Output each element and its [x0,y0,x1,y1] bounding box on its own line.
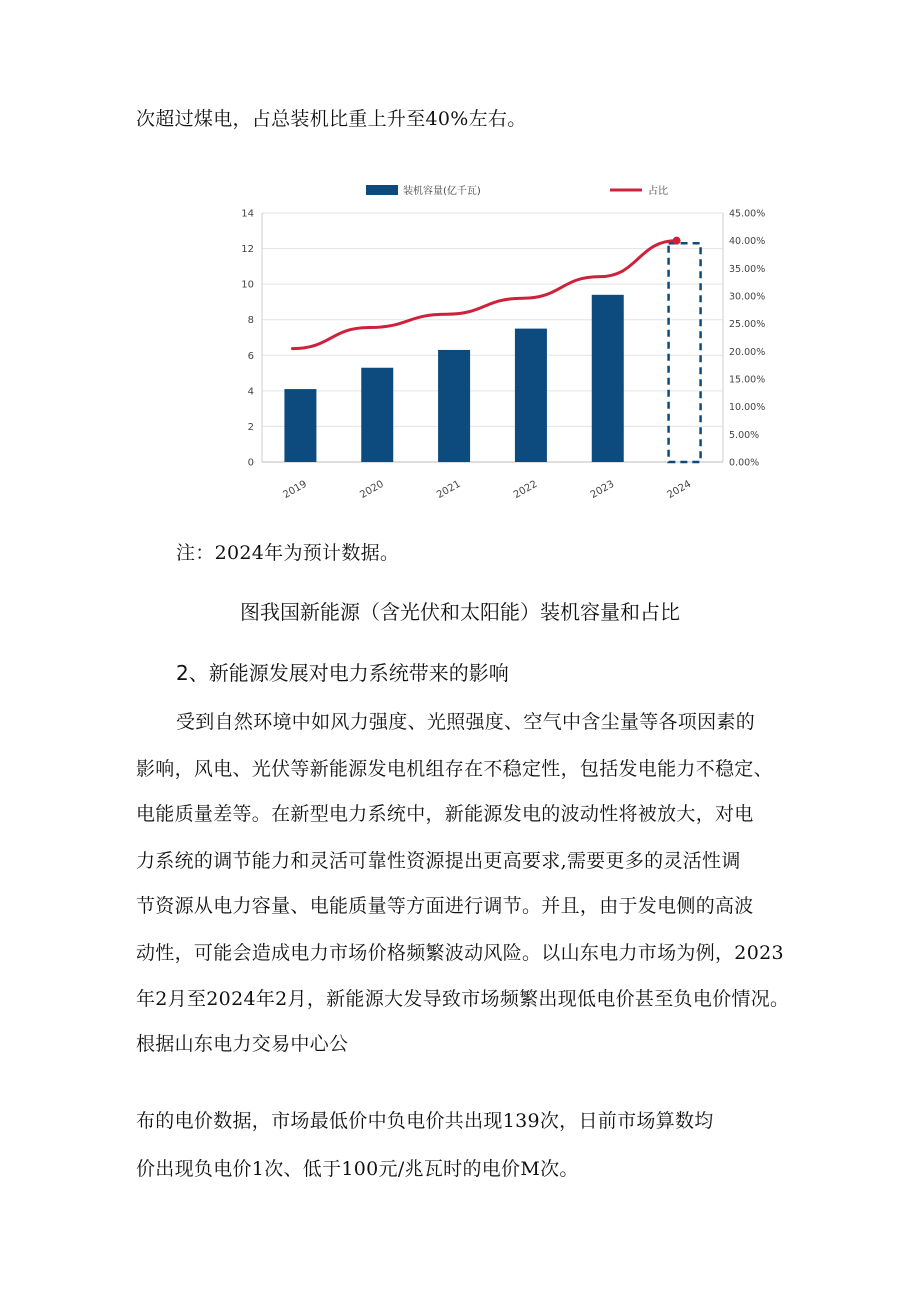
x-tick-label: 2019 [281,478,309,501]
capacity-share-chart [228,180,798,510]
y-right-tick-label: 40.00% [729,236,766,248]
figure-caption: 图我国新能源（含光伏和太阳能）装机容量和占比 [240,600,680,624]
y-right-tick-label: 0.00% [729,457,760,469]
bar [515,329,547,462]
paragraph-line: 布的电价数据，市场最低价中负电价共出现139次，日前市场算数均 [136,1110,714,1132]
x-tick-label: 2020 [358,478,386,501]
figure-note: 注：2024年为预计数据。 [176,542,400,564]
section-heading: 2、新能源发展对电力系统带来的影响 [176,661,509,685]
chart-legend [366,184,668,197]
intro-line: 次超过煤电，占总装机比重上升至40%左右。 [136,108,527,130]
y-left-tick-label: 0 [247,457,254,469]
paragraph-line: 受到自然环境中如风力强度、光照强度、空气中含尘量等各项因素的 [176,711,756,733]
y-right-tick-label: 15.00% [729,374,766,386]
paragraph-line: 节资源从电力容量、电能质量等方面进行调节。并且，由于发电侧的高波 [136,895,754,917]
share-point [673,237,681,245]
legend-swatch-bar [366,185,398,195]
paragraph-line: 影响，风电、光伏等新能源发电机组存在不稳定性，包括发电能力不稳定、 [136,758,773,780]
y-right-tick-label: 35.00% [729,263,766,275]
paragraph-line: 动性，可能会造成电力市场价格频繁波动风险。以山东电力市场为例，2023 [136,942,784,964]
y-right-tick-label: 10.00% [729,402,766,414]
x-axis-labels [281,479,693,501]
paragraph-line: 根据山东电力交易中心公 [136,1033,349,1055]
bar-forecast-dashed [669,243,701,462]
paragraph-line: 价出现负电价1次、低于100元/兆瓦时的电价M次。 [136,1158,579,1180]
y-left-tick-label: 4 [247,386,254,398]
y-left-tick-label: 12 [241,244,254,256]
x-tick-label: 2022 [511,478,540,501]
legend-label-line: 占比 [648,186,668,197]
paragraph-line: 力系统的调节能力和灵活可靠性资源提出更高要求,需要更多的灵活性调 [136,850,741,872]
y-left-tick-label: 8 [247,315,254,327]
y-left-tick-label: 6 [247,350,254,362]
legend-label-bar: 装机容量(亿千瓦) [403,186,481,197]
y-right-tick-label: 45.00% [729,208,766,220]
bar [361,368,393,462]
chart-bars [284,243,700,462]
bar [592,295,624,462]
x-tick-label: 2021 [435,478,463,501]
y-axis-left [241,209,254,469]
y-right-tick-label: 25.00% [729,319,766,331]
paragraph-line: 电能质量差等。在新型电力系统中，新能源发电的波动性将被放大，对电 [136,803,754,825]
paragraph-line: 年2月至2024年2月，新能源大发导致市场频繁出现低电价甚至负电价情况。 [136,988,790,1010]
y-right-tick-label: 30.00% [729,291,766,303]
bar [284,389,316,462]
x-tick-label: 2023 [588,478,617,501]
y-right-tick-label: 20.00% [729,346,766,358]
y-right-tick-label: 5.00% [729,429,760,441]
x-tick-label: 2024 [665,478,694,501]
y-left-tick-label: 14 [241,208,254,220]
bar [438,350,470,462]
y-axis-right [729,209,765,469]
y-left-tick-label: 10 [241,279,254,291]
y-left-tick-label: 2 [247,421,254,433]
